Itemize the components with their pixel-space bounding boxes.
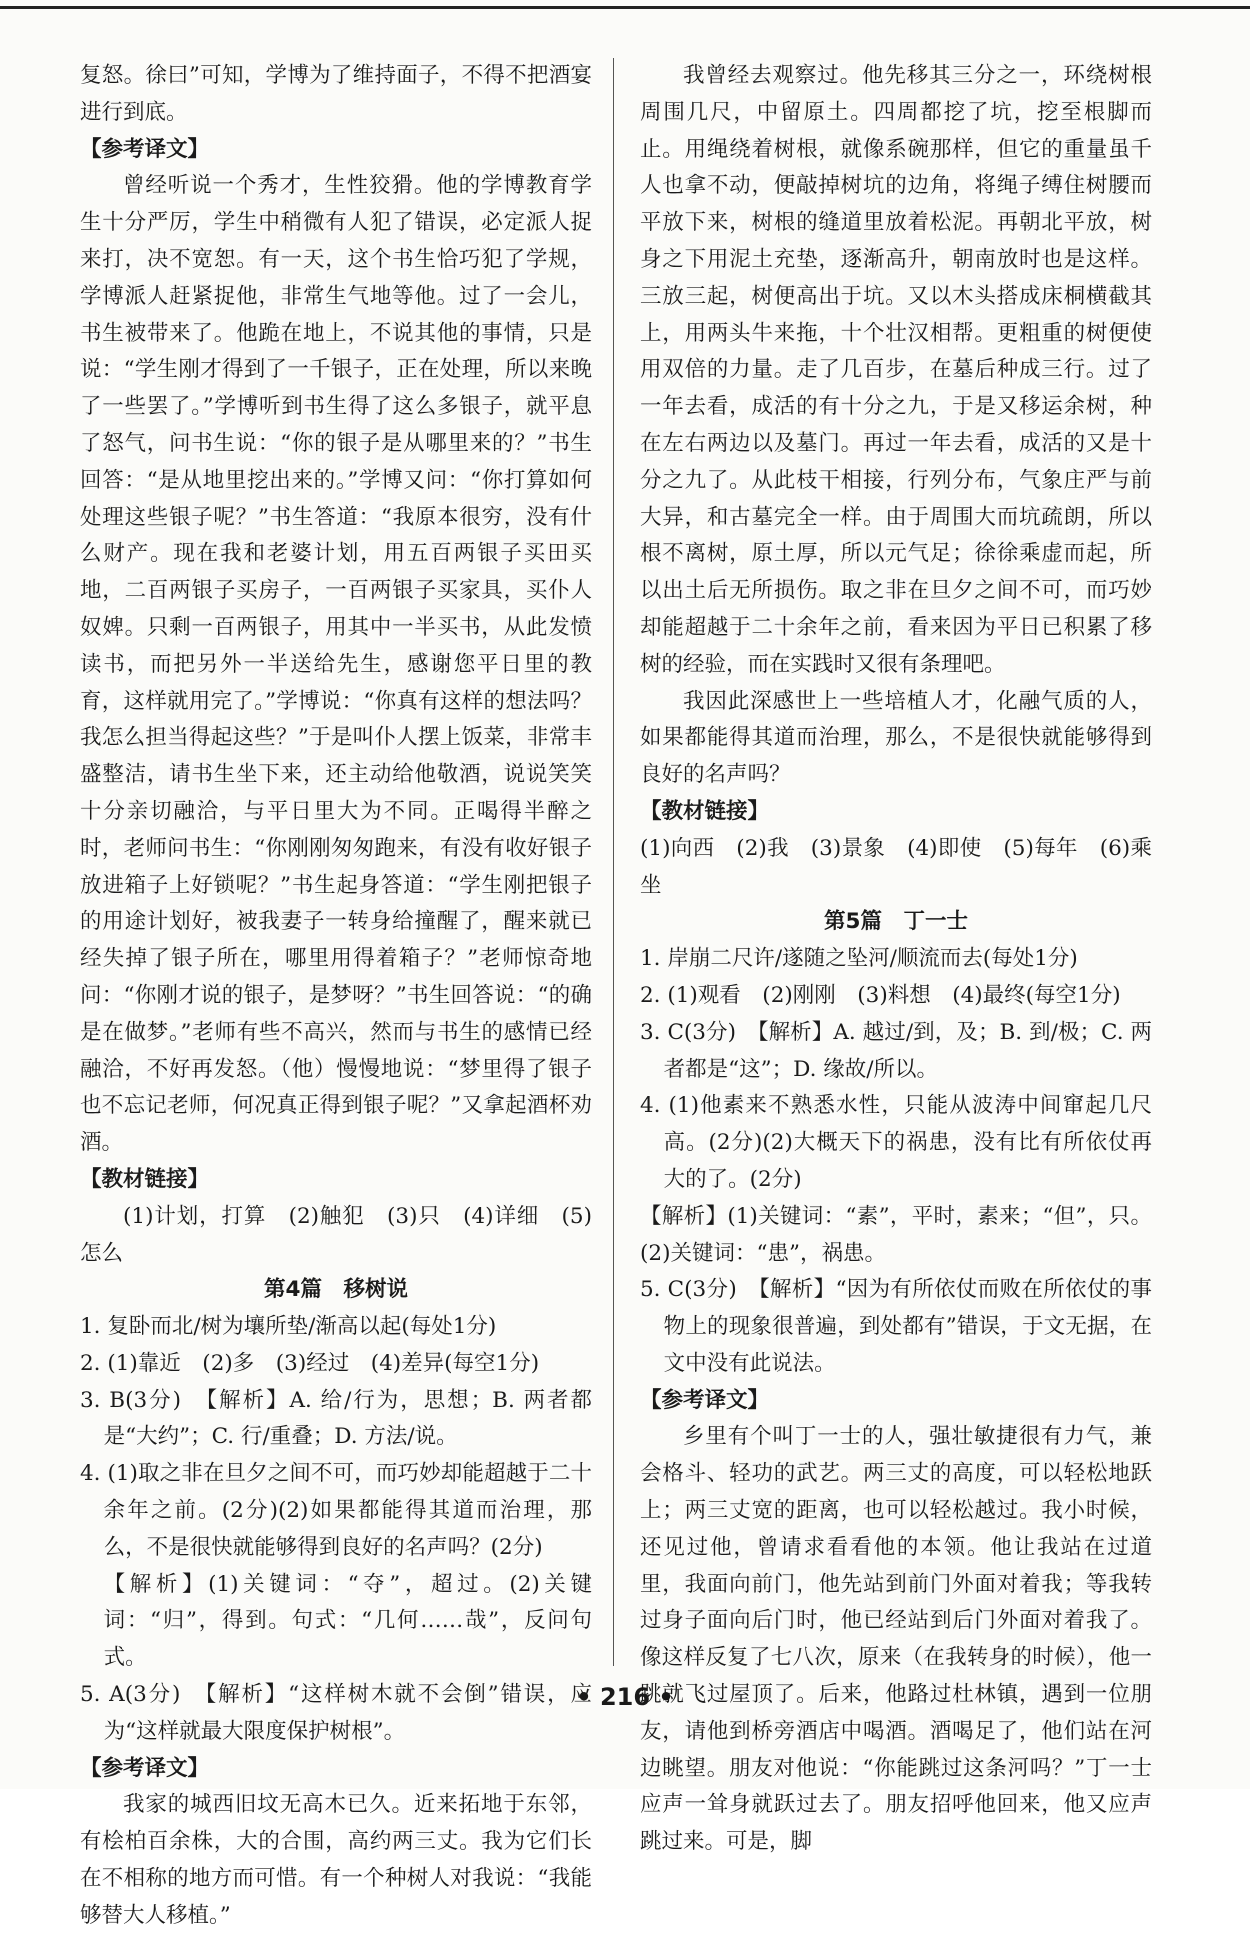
textbook-link-answers: (1)计划，打算 (2)触犯 (3)只 (4)详细 (5)怎么 bbox=[80, 1203, 592, 1266]
column-divider bbox=[613, 58, 614, 1666]
paragraph: 我家的城西旧坟无高木已久。近来拓地于东邻，有桧柏百余株，大的合围，高约两三丈。我为它们长在不相称的地方而可惜。有一个种树人对我说：“我能够替大人移植。” bbox=[80, 1792, 592, 1928]
answer-item: 4. (1)取之非在旦夕之间不可，而巧妙却能超越于二十余年之前。(2分)(2)如果都能得其道而治理，那么，不是很快就能够得到良好的名声吗？(2分) bbox=[80, 1461, 592, 1560]
page-number: • 216 • bbox=[576, 1683, 674, 1711]
right-column bbox=[640, 58, 1152, 1861]
article-title-4: 第4篇 移树说 bbox=[264, 1277, 408, 1303]
paragraph: 乡里有个叫丁一士的人，强壮敏捷很有力气，兼会格斗、轻功的武艺。两三丈的高度，可以轻松地跃上；两三丈宽的距离，也可以轻松越过。我小时候，还见过他，曾请求看看他的本领。他让我站在过道里，我面向前门，他先站到前门外面对着我；等我转过身子面向后门时，他已经站到后门外面对着我了。像这样反复了七八次，原来（在我转身的时候），他一跳就飞过屋顶了。后来，他路过杜林镇，遇到一位朋友，请他到桥旁酒店中喝酒。酒喝足了，他们站在河边眺望。朋友对他说：“你能跳过这条河吗？”丁一士应声一耸身就跃过去了。朋友招呼他回来，他又应声跳过来。可是，脚 bbox=[640, 1424, 1152, 1855]
section-heading-textbook-link: 【教材链接】 bbox=[640, 798, 770, 824]
answer-analysis: 【解析】(1)关键词：“素”，平时，素来；“但”，只。(2)关键词：“患”，祸患。 bbox=[640, 1203, 1152, 1266]
answer-analysis: 【解析】(1)关键词：“夺”，超过。(2)关键词：“归”，得到。句式：“几何……哉”，反问句式。 bbox=[103, 1571, 592, 1671]
answer-item: 5. C(3分) 【解析】“因为有所依仗而败在所依仗的事物上的现象很普遍，到处都有”错误，于文无据，在文中没有此说法。 bbox=[640, 1277, 1152, 1376]
article-title-5: 第5篇 丁一士 bbox=[824, 909, 968, 935]
section-heading-translation: 【参考译文】 bbox=[80, 1755, 210, 1781]
section-heading-textbook-link: 【教材链接】 bbox=[80, 1166, 210, 1192]
answer-item: 4. (1)他素来不熟悉水性，只能从波涛中间窜起几尺高。(2分)(2)大概天下的祸患，没有比有所依仗再大的了。(2分) bbox=[640, 1093, 1152, 1192]
paragraph: 曾经听说一个秀才，生性狡猾。他的学博教育学生十分严厉，学生中稍微有人犯了错误，必定派人捉来打，决不宽恕。有一天，这个书生恰巧犯了学规，学博派人赶紧捉他，非常生气地等他。过了一会儿，书生被带来了。他跪在地上，不说其他的事情，只是说：“学生刚才得到了一千银子，正在处理，所以来晚了一些罢了。”学博听到书生得了这么多银子，就平息了怒气，问书生说：“你的银子是从哪里来的？”书生回答：“是从地里挖出来的。”学博又问：“你打算如何处理这些银子呢？”书生答道：“我原本很穷，没有什么财产。现在我和老婆计划，用五百两银子买田买地，二百两银子买房子，一百两银子买家具，买仆人奴婢。只剩一百两银子，用其中一半买书，从此发愤读书，而把另外一半送给先生，感谢您平日里的教育，这样就用完了。”学博说：“你真有这样的想法吗？我怎么担当得起这些？”于是叫仆人摆上饭菜，非常丰盛整洁，请书生坐下来，还主动给他敬酒，说说笑笑十分亲切融洽，与平日里大为不同。正喝得半醉之时，老师问书生：“你刚刚匆匆跑来，有没有收好银子放进箱子上好锁呢？”书生起身答道：“学生刚把银子的用途计划好，被我妻子一转身给撞醒了，醒来就已经失掉了银子所在，哪里用得着箱子？”老师惊奇地问：“你刚才说的银子，是梦呀？”书生回答说：“的确是在做梦。”老师有些不高兴，然而与书生的感情已经融洽，不好再发怒。（他）慢慢地说：“梦里得了银子也不忘记老师，何况真正得到银子呢？”又拿起酒杯劝酒。 bbox=[80, 173, 592, 1156]
section-heading-translation: 【参考译文】 bbox=[80, 136, 210, 162]
answer-item: 2. (1)观看 (2)刚刚 (3)料想 (4)最终(每空1分) bbox=[640, 982, 1121, 1008]
answer-item: 3. B(3分) 【解析】A. 给/行为，思想；B. 两者都是“大约”；C. 行/重叠；D. 方法/说。 bbox=[80, 1387, 592, 1450]
answer-item: 2. (1)靠近 (2)多 (3)经过 (4)差异(每空1分) bbox=[80, 1350, 540, 1376]
left-column bbox=[80, 58, 592, 1935]
section-heading-translation: 【参考译文】 bbox=[640, 1387, 770, 1413]
textbook-link-answers: (1)向西 (2)我 (3)景象 (4)即使 (5)每年 (6)乘坐 bbox=[640, 835, 1152, 898]
paragraph: 我曾经去观察过。他先移其三分之一，环绕树根周围几尺，中留原土。四周都挖了坑，挖至根脚而止。用绳绕着树根，就像系碗那样，但它的重量虽千人也拿不动，便敲掉树坑的边角，将绳子缚住树腰而平放下来，树根的缝道里放着松泥。再朝北平放，树身之下用泥土充垫，逐渐高升，朝南放时也是这样。三放三起，树便高出于坑。又以木头搭成床桐横截其上，用两头牛来拖，十个壮汉相帮。更粗重的树便使用双倍的力量。走了几百步，在墓后种成三行。过了一年去看，成活的有十分之九，于是又移运余树，种在左右两边以及墓门。再过一年去看，成活的又是十分之九了。从此枝干相接，行列分布，气象庄严与前大异，和古墓完全一样。由于周围大而坑疏朗，所以根不离树，原土厚，所以元气足；徐徐乘虚而起，所以出土后无所损伤。取之非在旦夕之间不可，而巧妙却能超越于二十余年之前，看来因为平日已积累了移树的经验，而在实践时又很有条理吧。 bbox=[640, 63, 1152, 677]
paragraph: 复怒。徐曰”可知，学博为了维持面子，不得不把酒宴进行到底。 bbox=[80, 63, 592, 125]
answer-item: 5. A(3分) 【解析】“这样树木就不会倒”错误，应为“这样就最大限度保护树根”。 bbox=[80, 1682, 592, 1744]
answer-item: 1. 复卧而北/树为壤所垫/渐高以起(每处1分) bbox=[80, 1314, 497, 1340]
paragraph: 我因此深感世上一些培植人才，化融气质的人，如果都能得其道而治理，那么，不是很快就能够得到良好的名声吗？ bbox=[640, 688, 1152, 788]
answer-item: 1. 岸崩二尺许/遂随之坠河/顺流而去(每处1分) bbox=[640, 946, 1078, 972]
top-rule bbox=[0, 6, 1250, 9]
answer-item: 3. C(3分) 【解析】A. 越过/到，及；B. 到/极；C. 两者都是“这”；D. 缘故/所以。 bbox=[640, 1019, 1152, 1082]
